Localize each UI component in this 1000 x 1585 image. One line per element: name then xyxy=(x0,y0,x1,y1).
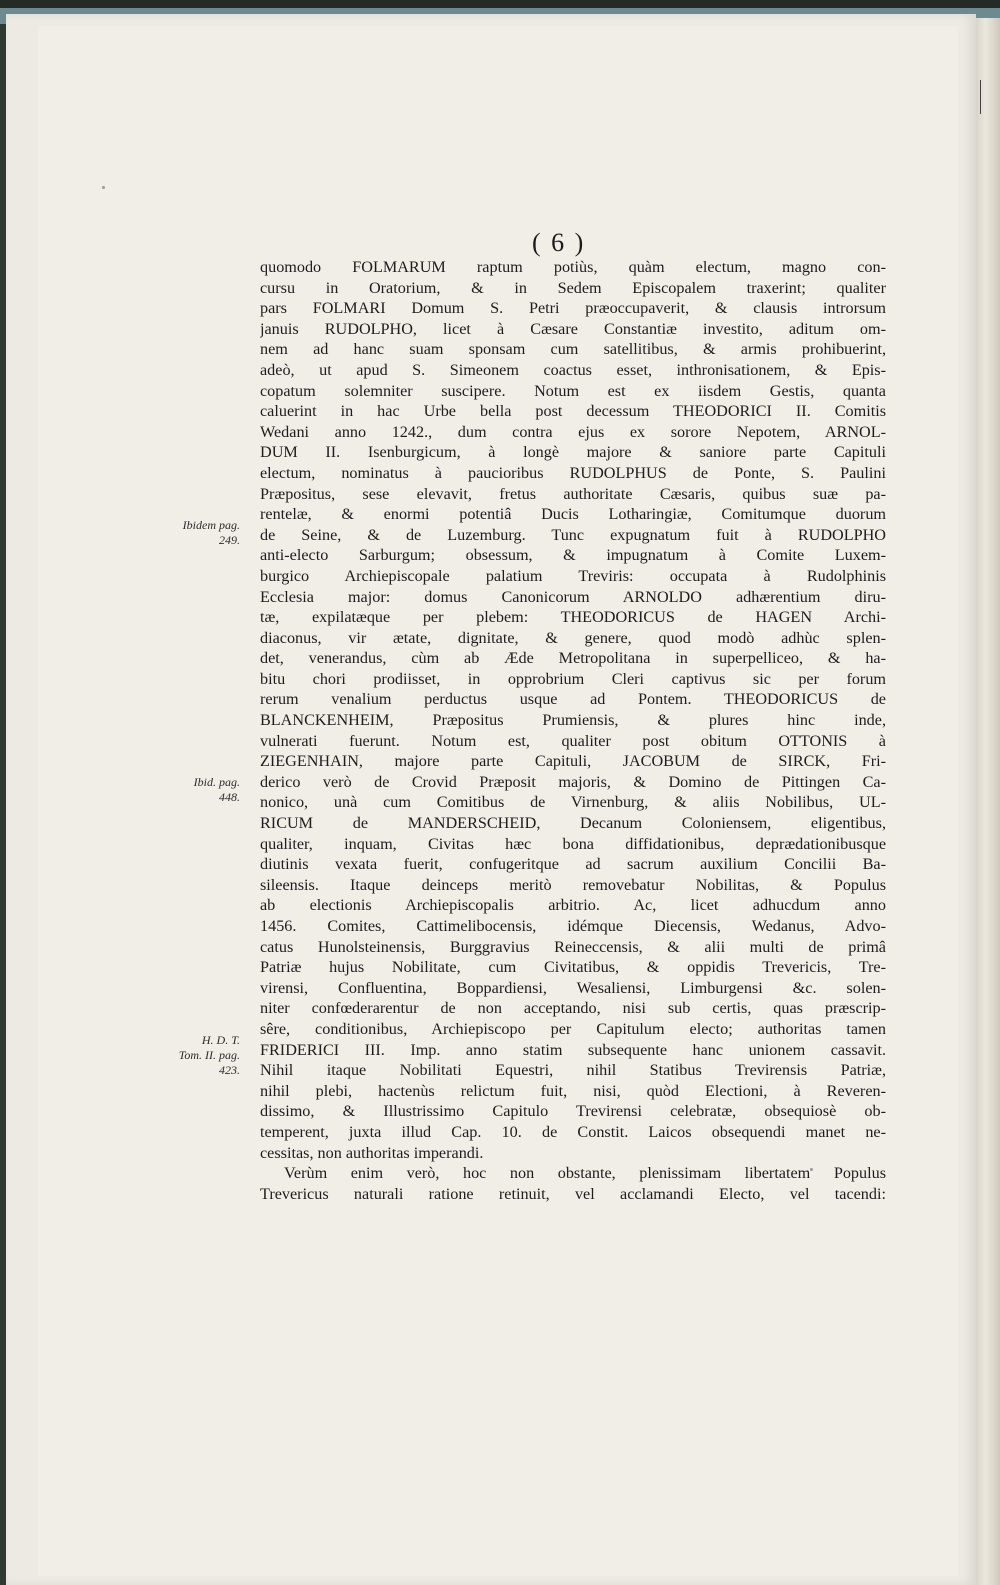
text-line: niter confœderarentur de non acceptando, nisi sub certis, quas præscrip- xyxy=(260,999,886,1018)
page-number: ( 6 ) xyxy=(532,228,586,257)
text-line: ab electionis Archiepiscopalis arbitrio. Ac, licet adhucdum anno xyxy=(260,896,886,915)
margin-note xyxy=(150,518,240,548)
text-line: derico verò de Crovid Præposit majoris, & Domino de Pittingen Ca- xyxy=(260,772,886,791)
facing-page-edge xyxy=(976,18,1000,1585)
text-line: Wedani anno 1242., dum contra ejus ex sorore Nepotem, ARNOL- xyxy=(260,422,886,441)
text-line: de Seine, & de Luzemburg. Tunc expugnatum fuit à RUDOLPHO xyxy=(260,525,886,544)
margin-note xyxy=(150,1033,240,1078)
margin-note-line: Ibid. pag. xyxy=(193,775,240,789)
facing-page-mark xyxy=(980,80,981,114)
margin-note-line: 249. xyxy=(219,533,240,547)
text-line: nonico, unà cum Comitibus de Virnenburg, & aliis Nobilibus, UL- xyxy=(260,793,886,812)
text-line: Præpositus, sese elevavit, fretus authoritate Cæsaris, quibus suæ pa- xyxy=(260,484,886,503)
text-line: ZIEGENHAIN, majore parte Capituli, JACOBUM de SIRCK, Fri- xyxy=(260,752,886,771)
text-line: cursu in Oratorium, & in Sedem Episcopalem traxerint; qualiter xyxy=(260,278,886,297)
main-text xyxy=(260,257,886,1204)
text-line: rentelæ, & enormi potentiâ Ducis Lotharingiæ, Comitumque duorum xyxy=(260,505,886,524)
margin-note-line: 448. xyxy=(219,790,240,804)
text-line: RICUM de MANDERSCHEID, Decanum Coloniensem, eligentibus, xyxy=(260,814,886,833)
text-line: burgico Archiepiscopale palatium Treviris: occupata à Rudolphinis xyxy=(260,566,886,585)
margin-note-line: Tom. II. pag. xyxy=(178,1048,240,1062)
text-line: qualiter, inquam, Civitas hæc bona diffidationibus, deprædationibusque xyxy=(260,834,886,853)
margin-note-line: 423. xyxy=(219,1063,240,1077)
text-line: caluerint in hac Urbe bella post decessum THEODORICI II. Comitis xyxy=(260,402,886,421)
text-line: catus Hunolsteinensis, Burggravius Reineccensis, & alii multi de primâ xyxy=(260,937,886,956)
text-line: vulnerati fuerunt. Notum est, qualiter post obitum OTTONIS à xyxy=(260,731,886,750)
text-line: bitu chori prodiisset, in opprobrium Cleri captivus sic per forum xyxy=(260,669,886,688)
text-line: DUM II. Isenburgicum, à longè majore & saniore parte Capituli xyxy=(260,443,886,462)
text-line: Nihil itaque Nobilitati Equestri, nihil Statibus Trevirensis Patriæ, xyxy=(260,1061,886,1080)
text-line: adeò, ut apud S. Simeonem coactus esset, inthronisationem, & Epis- xyxy=(260,360,886,379)
text-line: temperent, juxta illud Cap. 10. de Constit. Laicos obsequendi manet ne- xyxy=(260,1122,886,1141)
text-line: sêre, conditionibus, Archiepiscopo per Capitulum electo; authoritas tamen xyxy=(260,1019,886,1038)
margin-note xyxy=(150,775,240,805)
text-line: pars FOLMARI Domum S. Petri præoccupaverit, & clausis introrsum xyxy=(260,299,886,318)
text-line: Patriæ hujus Nobilitate, cum Civitatibus, & oppidis Trevericis, Tre- xyxy=(260,958,886,977)
paper-speck xyxy=(102,186,105,189)
text-line: Verùm enim verò, hoc non obstante, plenissimam libertatem Populus xyxy=(284,1164,886,1183)
text-line: diutinis vexata fuerit, confugeritque ad sacrum auxilium Concilii Ba- xyxy=(260,855,886,874)
text-line: tæ, expilatæque per plebem: THEODORICUS de HAGEN Archi- xyxy=(260,608,886,627)
text-line: Trevericus naturali ratione retinuit, vel acclamandi Electo, vel tacendi: xyxy=(260,1184,886,1203)
text-line: nihil plebi, hactenùs relictum fuit, nisi, quòd Electioni, à Reveren- xyxy=(260,1081,886,1100)
margin-note-line: H. D. T. xyxy=(201,1033,240,1047)
text-line: 1456. Comites, Cattimelibocensis, idémque Diecensis, Wedanus, Advo- xyxy=(260,917,886,935)
text-line: januis RUDOLPHO, licet à Cæsare Constantiæ investito, aditum om- xyxy=(260,319,886,338)
text-line: sileensis. Itaque deinceps meritò removebatur Nobilitas, & Populus xyxy=(260,875,886,894)
text-line: anti-electo Sarburgum; obsessum, & impugnatum à Comite Luxem- xyxy=(260,546,886,565)
text-line: rerum venalium perductus usque ad Pontem. THEODORICUS de xyxy=(260,690,886,709)
text-line: cessitas, non authoritas imperandi. xyxy=(260,1143,484,1162)
text-line: det, venerandus, cùm ab Æde Metropolitana in superpelliceo, & ha- xyxy=(260,649,886,668)
text-line: Ecclesia major: domus Canonicorum ARNOLDO adhærentium diru- xyxy=(260,587,886,606)
text-line: electum, nominatus à paucioribus RUDOLPHUS de Ponte, S. Paulini xyxy=(260,463,886,482)
text-line: nem ad hanc suam sponsam cum satellitibus, & armis prohibuerint, xyxy=(260,340,886,359)
text-line: quomodo FOLMARUM raptum potiùs, quàm electum, magno con- xyxy=(260,258,886,276)
text-line: FRIDERICI III. Imp. anno statim subsequente hanc unionem cassavit. xyxy=(260,1040,886,1059)
text-line: copatum solemniter suscipere. Notum est ex iisdem Gestis, quanta xyxy=(260,381,886,400)
text-line: diaconus, vir ætate, dignitate, & genere, quod modò adhùc splen- xyxy=(260,628,886,647)
text-line: virensi, Confluentina, Boppardiensi, Wesaliensi, Limburgensi &c. solen- xyxy=(260,978,886,997)
margin-note-line: Ibidem pag. xyxy=(182,518,240,532)
text-line: dissimo, & Illustrissimo Capitulo Trevirensi celebratæ, obsequiosè ob- xyxy=(260,1102,886,1121)
text-line: BLANCKENHEIM, Præpositus Prumiensis, & plures hinc inde, xyxy=(260,711,886,730)
